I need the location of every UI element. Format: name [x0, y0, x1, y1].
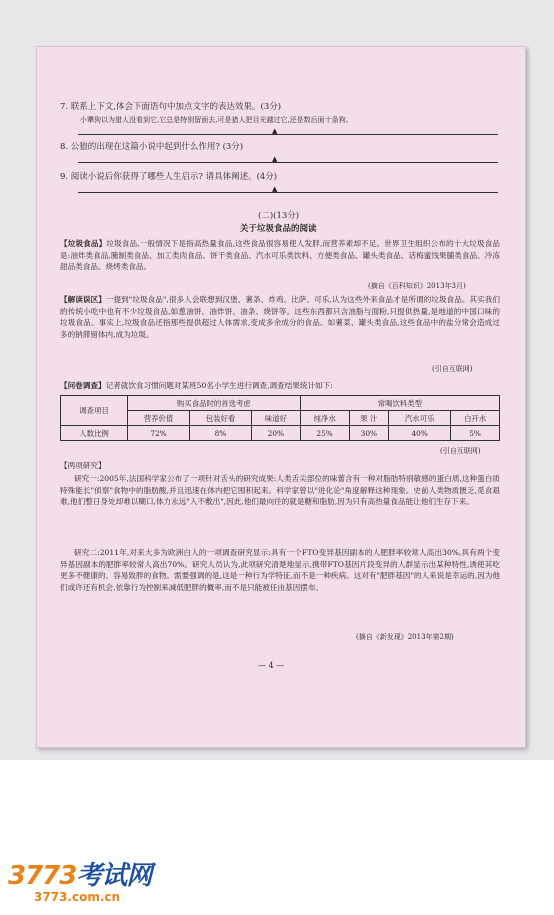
survey-group-drinks: 常喝饮料类型: [300, 396, 499, 411]
triangle-marker-icon: ▲: [272, 155, 278, 163]
survey-cell: 40%: [389, 426, 451, 441]
section-title: (二)(13分): [258, 211, 300, 221]
question-8: 8. 公狼的出现在这篇小说中起到什么作用? (3分): [60, 142, 244, 152]
survey-tag: 【问卷调查】: [60, 381, 106, 390]
page-number: — 4 —: [258, 661, 285, 670]
survey-row-label: 调查项目: [61, 396, 128, 426]
survey-col-header: 纯净水: [300, 411, 349, 426]
garbage-food-text: 垃圾食品,一般情况下是指高热量食品,这些食品很容易使人发胖,而营养素却不足。世界卫生组织公布的十大垃圾食品是:油炸类食品,腌制类食品、加工类肉食品、饼干类食品、汽水可乐类饮料、方便类食品、罐头类食品、话梅蜜饯果脯类食品、冷冻甜品类食品、烧烤类食品。: [60, 239, 500, 272]
survey-intro: 记者就饮食习惯问题对某班50名小学生进行调查,调查结果统计如下:: [105, 381, 333, 390]
logo-site: 3773.com.cn: [34, 890, 121, 904]
question-9: 9. 阅读小说后你获得了哪些人生启示? 请具体阐述。(4分): [60, 172, 278, 182]
misread-source: (引自互联网): [432, 365, 473, 373]
garbage-food-tag: 【垃圾食品】: [60, 239, 107, 248]
survey-col-header: 果 汁: [349, 411, 389, 426]
survey-cell: 72%: [128, 426, 190, 441]
survey-col-header: 营养价值: [128, 411, 190, 426]
survey-heading: [60, 380, 333, 391]
studies-tag: 【两项研究】: [60, 461, 106, 470]
survey-cell: 5%: [451, 426, 500, 441]
triangle-marker-icon: ▲: [272, 185, 278, 193]
study-one: 研究一:2005年,法国科学家公布了一项针对舌头的研究成果:人类舌尖部位的味蕾含有一种对脂肪特别敏感的蛋白质,这种蛋白质特殊能长"侦察"食物中的脂肪酸,并且迅速在体内把它囤积起来。科学家曾以"进化论"角度解释这种现象。史前人类物质匮乏,觅食艰难,他们整日身处却难以糊口,体力永远"入不敷出",因此,他们最向往的就是糖和脂肪,因为只有高热量食品能让他们生存下来。: [60, 474, 500, 507]
logo-wordmark: [8, 855, 151, 892]
survey-cell: 20%: [252, 426, 301, 441]
survey-col-header: 白开水: [451, 411, 500, 426]
section-subtitle: 关于垃圾食品的阅读: [240, 224, 317, 234]
survey-source: (引自互联网): [440, 447, 481, 455]
misread-paragraph: [60, 294, 500, 364]
survey-col-header: 汽水可乐: [389, 411, 451, 426]
garbage-food-paragraph: [60, 238, 500, 272]
survey-ratio-label: 人数比例: [61, 426, 128, 441]
answer-line-7[interactable]: [78, 134, 498, 135]
study-two: 研究二:2011年,对来大多为欧洲白人的一项调查研究显示:具有一个FTO变异基因副本的人肥胖率较常人高出30%,具有两个变异基因副本的肥胖率较常人高出70%。研究人员认为,此项研究清楚地显示,携带FTO基因片段变异的人群显示出某种特性,诱使其吃更多不健康的、容易致胖的食物。需要强调的是,这是一种行为学特征,而不是一种疾病。这对有"肥胖基因"的人来说是幸运的,因为他们或许还有机会,依靠行为控制来减低肥胖的概率,而不是只能被任由基因摆布。: [60, 548, 500, 592]
answer-line-8[interactable]: [78, 162, 498, 163]
survey-col-header: 包装好看: [190, 411, 252, 426]
survey-table: [60, 395, 500, 441]
answer-line-9[interactable]: [78, 192, 498, 193]
survey-col-header: 味道好: [252, 411, 301, 426]
logo-chinese: 考试网: [76, 861, 152, 891]
survey-cell: 8%: [190, 426, 252, 441]
site-logo[interactable]: [8, 855, 151, 904]
garbage-food-source: (摘自《百科知识》2013年3月): [368, 282, 466, 290]
misread-tag: 【解读误区】: [60, 295, 106, 304]
studies-source: (摘自《新发现》2013年第2期): [356, 633, 454, 641]
question-7: 7. 联系上下文,体会下面语句中加点文字的表达效果。(3分): [60, 102, 282, 112]
survey-cell: 30%: [349, 426, 389, 441]
logo-number: 3773: [8, 861, 77, 891]
misread-text: 一提到"垃圾食品",很多人会联想到汉堡、薯条、炸鸡、比萨、可乐,认为这些外来食品才是所谓的垃圾食品。其实我们的传统小吃中也有不少垃圾食品,如葱油饼、油炸饼、油条、烧饼等。这些东西都只含油脂与面粉,只提供热量,是地道的中国口味的垃圾食品。事实上,垃圾食品还指那些提供超过人体需求,变成多余成分的食品。如薯菜、罐头类食品,这些食品中的盐分常会造成过多的钠滞留体内,成为垃圾。: [60, 295, 500, 339]
survey-cell: 25%: [300, 426, 349, 441]
survey-group-purchase: 购买食品时的首选考虑: [128, 396, 301, 411]
triangle-marker-icon: ▲: [272, 127, 278, 135]
question-7-quote: 小犟狗以为猎人没看到它,它总是特别留面去,可是猎人把目光越过它,还是数后面十条狗。: [80, 116, 353, 124]
